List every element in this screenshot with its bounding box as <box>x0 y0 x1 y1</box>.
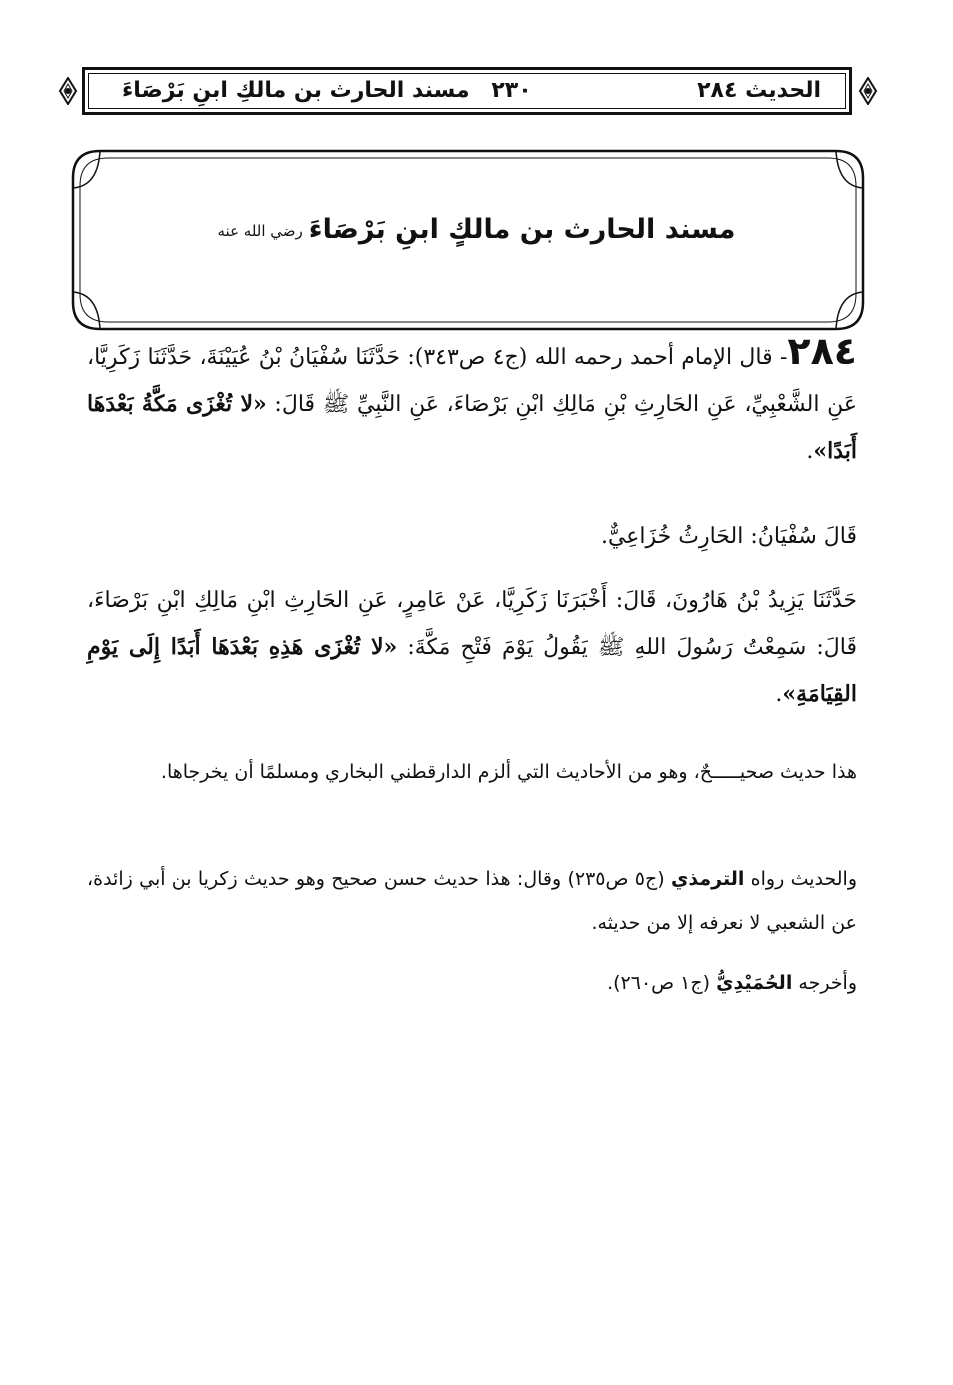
hadith-chain: - قال الإمام أحمد رحمه الله (ج٤ ص٣٤٣): حَدَّثَنَا سُفْيَانُ بْنُ عُيَيْنَةَ، حَدَّثَنَا زَكَرِيَّا، عَنِ الشَّعْبِيِّ، عَنِ الحَارِثِ بْنِ مَالِكِ ابْنِ بَرْصَاءَ، عَنِ النَّبِيِّ ﷺ قَالَ: <box>87 345 857 417</box>
tirmidhi-paragraph <box>87 857 857 945</box>
tirmidhi-name: الترمذي <box>671 868 745 890</box>
header-ornament-left-icon <box>56 77 80 105</box>
second-chain-quote: «لا تُغْزَى هَذِهِ بَعْدَهَا أَبَدًا إِلَى يَوْمِ القِيَامَةِ» <box>87 634 857 707</box>
humaydi-name: الحُمَيْدِيُّ <box>716 972 793 994</box>
running-header-musnad-title: مسند الحارث بن مالكِ ابنِ بَرْصَاءَ <box>122 78 470 103</box>
hadith-number: ٢٨٤ <box>787 329 857 373</box>
humaydi-post: (ج١ ص٢٦٠). <box>607 972 717 994</box>
tirmidhi-post: (ج٥ ص٢٣٥) وقال: هذا حديث حسن صحيح وهو حديث زكريا بن أبي زائدة، عن الشعبي لا نعرفه إلا من حديثه. <box>87 868 857 934</box>
hadith-end: . <box>806 439 814 464</box>
running-header-hadith-label: الحديث ٢٨٤ <box>697 78 821 103</box>
running-header-title <box>122 76 532 106</box>
hadith-quote: «لا تُغْزَى مَكَّةُ بَعْدَهَا أَبَدًا» <box>87 391 857 464</box>
second-chain-text: حَدَّثَنَا يَزِيدُ بْنُ هَارُونَ، قَالَ: أَخْبَرَنَا زَكَرِيَّا، عَنْ عَامِرٍ، عَنِ الحَارِثِ ابْنِ مَالِكِ ابْنِ بَرْصَاءَ، قَالَ: سَمِعْتُ رَسُولَ اللهِ ﷺ يَقُولُ يَوْمَ فَتْحِ مَكَّةَ: <box>87 588 857 660</box>
tirmidhi-pre: والحديث رواه <box>744 868 857 890</box>
header-ornament-right-icon <box>856 77 880 105</box>
chapter-title-text: مسند الحارث بن مالكٍ ابنِ بَرْصَاءَ <box>308 214 736 245</box>
humaydi-paragraph <box>87 961 857 1005</box>
second-chain-paragraph <box>87 578 857 718</box>
grading-paragraph: هذا حديث صحيـــــحٌ، وهو من الأحاديث التي ألزم الدارقطني البخاري ومسلمًا أن يخرجاها. <box>160 761 857 783</box>
second-chain-end: . <box>775 682 783 707</box>
humaydi-pre: وأخرجه <box>792 972 857 994</box>
page-number: ٢٣٠ <box>491 78 532 103</box>
chapter-title <box>0 210 953 251</box>
sufyan-note: قَالَ سُفْيَانُ: الحَارِثُ خُزَاعِيٌّ. <box>600 524 857 549</box>
honorific-mark: رضي الله عنه <box>217 221 303 240</box>
hadith-paragraph <box>87 328 857 475</box>
